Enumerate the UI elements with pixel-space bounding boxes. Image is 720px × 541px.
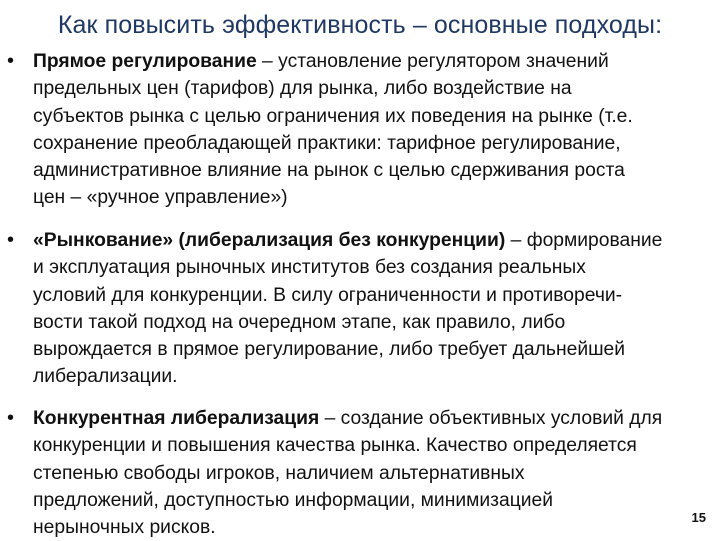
bullet-line: условий для конкуренции. В силу ограниченности и противоречи- [33, 284, 623, 306]
bullet-text [33, 227, 715, 391]
bullet-line: административное влияние на рынок с целью сдерживания роста [33, 160, 625, 182]
page-number: 15 [691, 510, 706, 525]
bullet-line [33, 48, 715, 75]
bullet-term: Прямое регулирование [33, 51, 257, 72]
bullet-line: субъектов рынка с целью ограничения их поведения на рынке (т.е. [33, 105, 633, 127]
bullet-line: предложений, доступностью информации, минимизацией [33, 489, 554, 511]
bullet-line: либерализации. [33, 366, 178, 388]
bullet-line: предельных цен (тарифов) для рынка, либо воздействие на [33, 78, 572, 100]
bullet-line: конкуренции и повышения качества рынка. Качество определяется [33, 435, 637, 457]
bullet-line [33, 405, 715, 432]
slide-title: Как повысить эффективность – основные подходы: [57, 11, 663, 39]
bullet-term: «Рынкование» (либерализация без конкуренции) [33, 230, 506, 251]
bullet-term: Конкурентная либерализация [33, 408, 320, 429]
bullet-line [33, 227, 715, 254]
bullet-line: степенью свободы игроков, наличием альтернативных [33, 462, 525, 484]
bullet-line: вости такой подход на очередном этапе, как правило, либо [33, 311, 566, 333]
bullet-marker: • [7, 50, 15, 72]
bullet-line: вырождается в прямое регулирование, либо требует дальнейшей [33, 339, 626, 361]
bullet-line-rest: – установление регулятором значений [256, 51, 609, 72]
bullet-marker: • [7, 407, 15, 429]
bullet-marker: • [7, 229, 15, 251]
bullet-line: и эксплуатация рыночных институтов без создания реальных [33, 257, 586, 279]
bullet-line: нерыночных рисков. [33, 517, 216, 539]
bullet-line-rest: – создание объективных условий для [319, 408, 663, 429]
bullet-line: цен – «ручное управление») [33, 187, 288, 209]
bullet-text [33, 48, 715, 212]
bullet-line-rest: – формирование [505, 230, 663, 251]
bullet-text [33, 405, 715, 541]
bullet-line: сохранение преобладающей практики: тарифное регулирование, [33, 132, 621, 154]
